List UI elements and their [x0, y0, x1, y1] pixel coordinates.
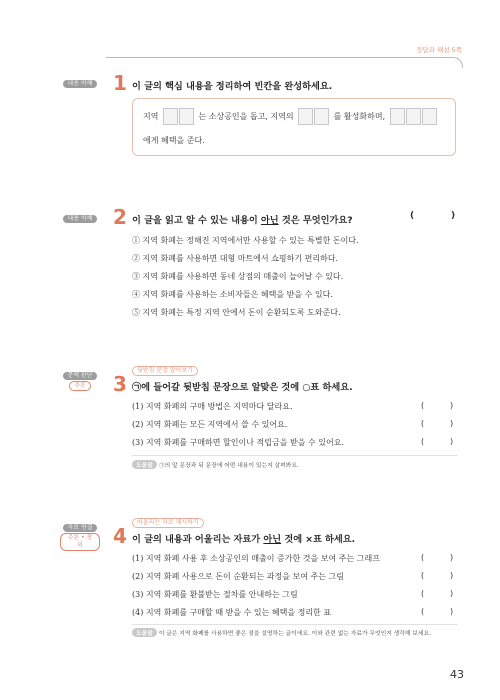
q3-hint-text: ㉠의 앞 문장과 뒤 문장에 어떤 내용이 있는지 살펴봐요. — [158, 463, 299, 469]
q1-line-2: 에게 혜택을 준다. — [143, 136, 205, 145]
q4-upper-tag: 어울리는 자료 제시하기 — [132, 518, 204, 528]
q2-choice-4[interactable]: ④ 지역 화폐를 사용하는 소비자들은 혜택을 받을 수 있다. — [132, 290, 333, 299]
answer-reference: 정답과 해설 5쪽 — [416, 46, 462, 54]
q4-paren-open-2: ( — [421, 571, 425, 580]
q1-number: 1 — [113, 71, 127, 95]
q1-blank-3b[interactable] — [406, 108, 421, 125]
q3-answer-slot-1[interactable] — [427, 400, 449, 412]
q1-blank-1a[interactable] — [163, 108, 178, 125]
q4-answer-slot-4[interactable] — [427, 606, 449, 618]
q4-paren-open-1: ( — [421, 553, 425, 562]
q3-choice-3: (3) 지역 화폐를 구매하면 할인이나 적립금을 받을 수 있어요. — [132, 438, 344, 447]
q1-blank-3a[interactable] — [390, 108, 405, 125]
q4-paren-close-2: ) — [450, 571, 454, 580]
q3-paren-open-3: ( — [421, 437, 425, 446]
q4-answer-slot-2[interactable] — [427, 570, 449, 582]
q4-paren-open-3: ( — [421, 589, 425, 598]
q4-category-tag: 자료 연결 추론 • 창의 — [60, 524, 100, 551]
q3-paren-close-1: ) — [450, 401, 454, 410]
q4-hint — [132, 628, 431, 637]
q4-choice-4: (4) 지역 화폐를 구매할 때 받을 수 있는 혜택을 정리한 표 — [132, 608, 332, 617]
q3-upper-tag: 뒷받침 문장 알아보기 — [132, 366, 198, 376]
q3-number: 3 — [113, 372, 127, 396]
q1-text-b: 는 소상공인을 돕고, 지역의 — [198, 112, 294, 121]
q3-hint-divider — [132, 455, 458, 456]
q3-category-tag: 문맥 판단 추론 — [60, 372, 100, 391]
q2-title: 이 글을 읽고 알 수 있는 내용이 아닌 것은 무엇인가요? — [132, 215, 353, 226]
q3-paren-close-2: ) — [450, 419, 454, 428]
q2-choice-5[interactable]: ⑤ 지역 화폐는 특정 지역 안에서 돈이 순환되도록 도와준다. — [132, 308, 341, 317]
q4-paren-close-1: ) — [450, 553, 454, 562]
q3-hint — [132, 460, 299, 469]
q1-text-a: 지역 — [143, 112, 159, 121]
q1-line-1 — [143, 108, 437, 125]
q4-choice-1: (1) 지역 화폐 사용 후 소상공인의 매출이 증가한 것을 보여 주는 그래프 — [132, 554, 380, 563]
page-number: 43 — [450, 668, 464, 681]
q4-hint-text: 이 글은 지역 화폐를 사용하면 좋은 점을 설명하는 글이에요. 이와 관련 없는 자료가 무엇인지 생각해 보세요. — [158, 631, 431, 637]
q1-blank-1b[interactable] — [179, 108, 194, 125]
q4-choice-2: (2) 지역 화폐 사용으로 돈이 순환되는 과정을 보여 주는 그림 — [132, 572, 344, 581]
q4-number: 4 — [113, 524, 127, 548]
q4-paren-open-4: ( — [421, 607, 425, 616]
q3-title: ㉠에 들어갈 뒷받침 문장으로 알맞은 것에 ○표 하세요. — [132, 382, 353, 393]
q1-blank-3c[interactable] — [422, 108, 437, 125]
q4-choice-3: (3) 지역 화폐를 환불받는 절차를 안내하는 그림 — [132, 590, 298, 599]
q4-paren-close-4: ) — [450, 607, 454, 616]
q1-title: 이 글의 핵심 내용을 정리하여 빈칸을 완성하세요. — [132, 81, 333, 92]
q3-paren-open-1: ( — [421, 401, 425, 410]
q3-paren-close-3: ) — [450, 437, 454, 446]
q3-choice-1: (1) 지역 화폐의 구매 방법은 지역마다 달라요. — [132, 402, 293, 411]
q1-answer-box — [132, 98, 456, 156]
q2-answer-paren-open: ( — [410, 211, 415, 221]
q3-choice-2: (2) 지역 화폐는 모든 지역에서 쓸 수 있어요. — [132, 420, 288, 429]
q4-paren-close-3: ) — [450, 589, 454, 598]
q2-choice-2[interactable]: ② 지역 화폐를 사용하면 대형 마트에서 쇼핑하기 편리하다. — [132, 254, 339, 263]
q3-answer-slot-2[interactable] — [427, 418, 449, 430]
q1-category-tag: 내용 이해 — [60, 80, 100, 88]
q2-choice-1[interactable]: ① 지역 화폐는 정해진 지역에서만 사용할 수 있는 특별한 돈이다. — [132, 236, 359, 245]
q3-paren-open-2: ( — [421, 419, 425, 428]
q1-blank-2a[interactable] — [298, 108, 313, 125]
q4-title: 이 글의 내용과 어울리는 자료가 아닌 것에 ×표 하세요. — [132, 534, 356, 545]
q4-answer-slot-3[interactable] — [427, 588, 449, 600]
q2-number: 2 — [113, 205, 127, 229]
q4-hint-divider — [132, 624, 458, 625]
q3-hint-label: 도움말 — [132, 460, 157, 469]
q2-answer-paren-close: ) — [451, 211, 456, 221]
q1-blank-2b[interactable] — [314, 108, 329, 125]
q2-choice-3[interactable]: ③ 지역 화폐를 사용하면 동네 상점의 매출이 늘어날 수 있다. — [132, 272, 344, 281]
q4-answer-slot-1[interactable] — [427, 552, 449, 564]
q3-answer-slot-3[interactable] — [427, 436, 449, 448]
q1-text-c: 를 활성화하며, — [333, 112, 386, 121]
q2-category-tag: 내용 이해 — [60, 215, 100, 223]
q4-hint-label: 도움말 — [132, 628, 157, 637]
header-rule — [106, 57, 463, 68]
q2-answer-slot[interactable] — [416, 210, 450, 223]
